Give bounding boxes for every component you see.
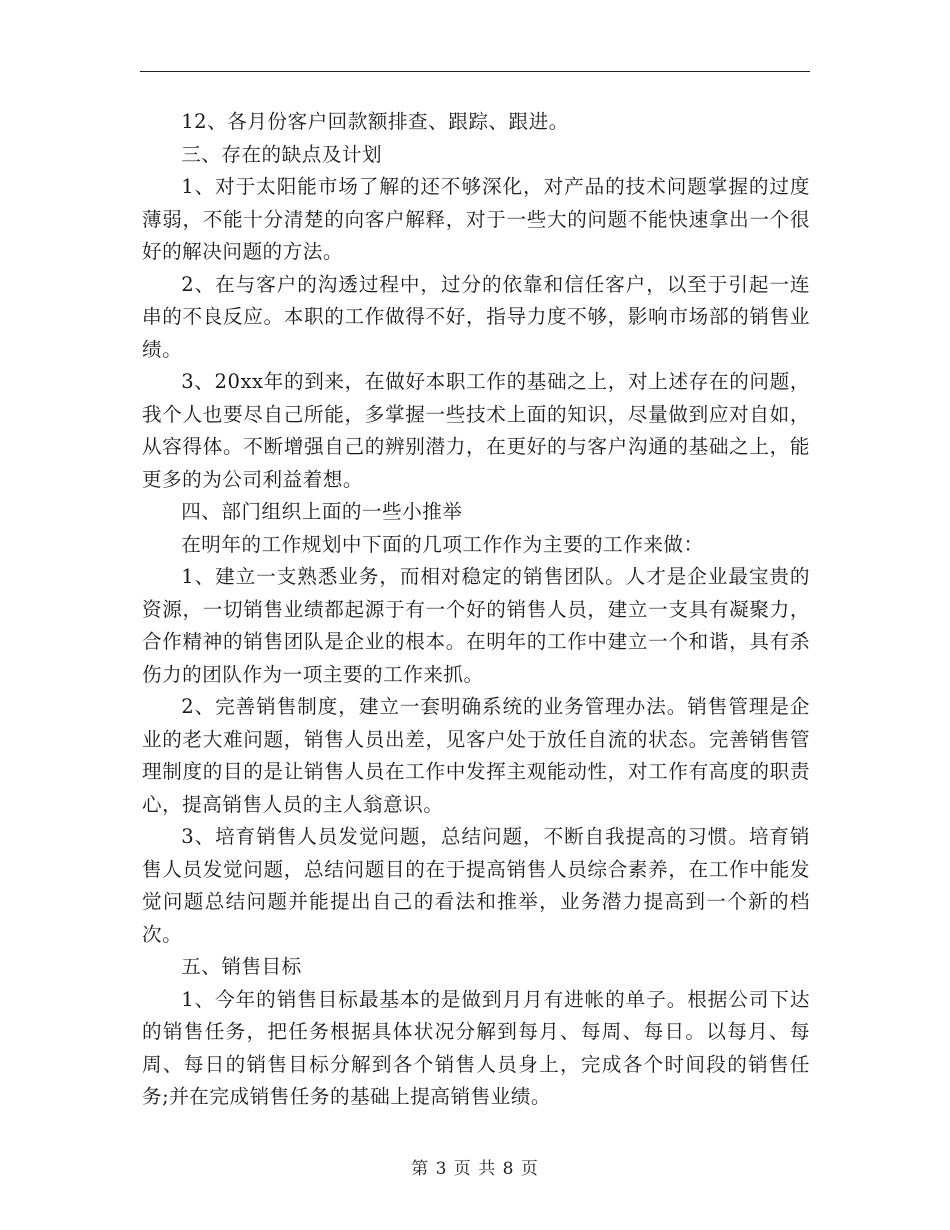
- paragraph-suggestion-2: 2、完善销售制度，建立一套明确系统的业务管理办法。销售管理是企业的老大难问题，销售人员出差，见客户处于放任自流的状态。完善销售管理制度的目的是让销售人员在工作中发挥主观能动性，对工作有高度的职责心，提高销售人员的主人翁意识。: [142, 695, 810, 816]
- paragraph-target-1: 1、今年的销售目标最基本的是做到月月有进帐的单子。根据公司下达的销售任务，把任务根据具体状况分解到每月、每周、每日。以每月、每周、每日的销售目标分解到各个销售人员身上，完成各个时间段的销售任务;并在完成销售任务的基础上提高销售业绩。: [142, 987, 810, 1108]
- header-rule: [140, 71, 810, 72]
- section-heading-3: 三、存在的缺点及计划: [181, 142, 383, 166]
- page-number-footer: 第 3 页 共 8 页: [411, 1159, 539, 1179]
- paragraph-item-12: 12、各月份客户回款额排查、跟踪、跟进。: [181, 110, 569, 133]
- section-heading-5: 五、销售目标: [181, 955, 302, 978]
- paragraph-intro: 在明年的工作规划中下面的几项工作作为主要的工作来做：: [181, 532, 704, 556]
- paragraph-suggestion-1: 1、建立一支熟悉业务，而相对稳定的销售团队。人才是企业最宝贵的资源，一切销售业绩都起源于有一个好的销售人员，建立一支具有凝聚力，合作精神的销售团队是企业的根本。在明年的工作中建立一个和谐，具有杀伤力的团队作为一项主要的工作来抓。: [142, 565, 810, 686]
- paragraph-shortcoming-3: 3、20xx年的到来，在做好本职工作的基础之上，对上述存在的问题，我个人也要尽自己所能，多掌握一些技术上面的知识，尽量做到应对自如，从容得体。不断增强自己的辨别潜力，在更好的与客户沟通的基础之上，能更多的为公司利益着想。: [142, 370, 810, 491]
- section-heading-4: 四、部门组织上面的一些小推举: [181, 500, 463, 523]
- paragraph-shortcoming-1: 1、对于太阳能市场了解的还不够深化，对产品的技术问题掌握的过度薄弱，不能十分清楚的向客户解释，对于一些大的问题不能快速拿出一个很好的解决问题的方法。: [142, 175, 810, 263]
- document-body: [142, 106, 810, 1114]
- paragraph-suggestion-3: 3、培育销售人员发觉问题，总结问题，不断自我提高的习惯。培育销售人员发觉问题，总结问题目的在于提高销售人员综合素养，在工作中能发觉问题总结问题并能提出自己的看法和推举，业务潜力提高到一个新的档次。: [142, 825, 810, 946]
- paragraph-shortcoming-2: 2、在与客户的沟透过程中，过分的依靠和信任客户，以至于引起一连串的不良反应。本职的工作做得不好，指导力度不够，影响市场部的销售业绩。: [142, 272, 810, 361]
